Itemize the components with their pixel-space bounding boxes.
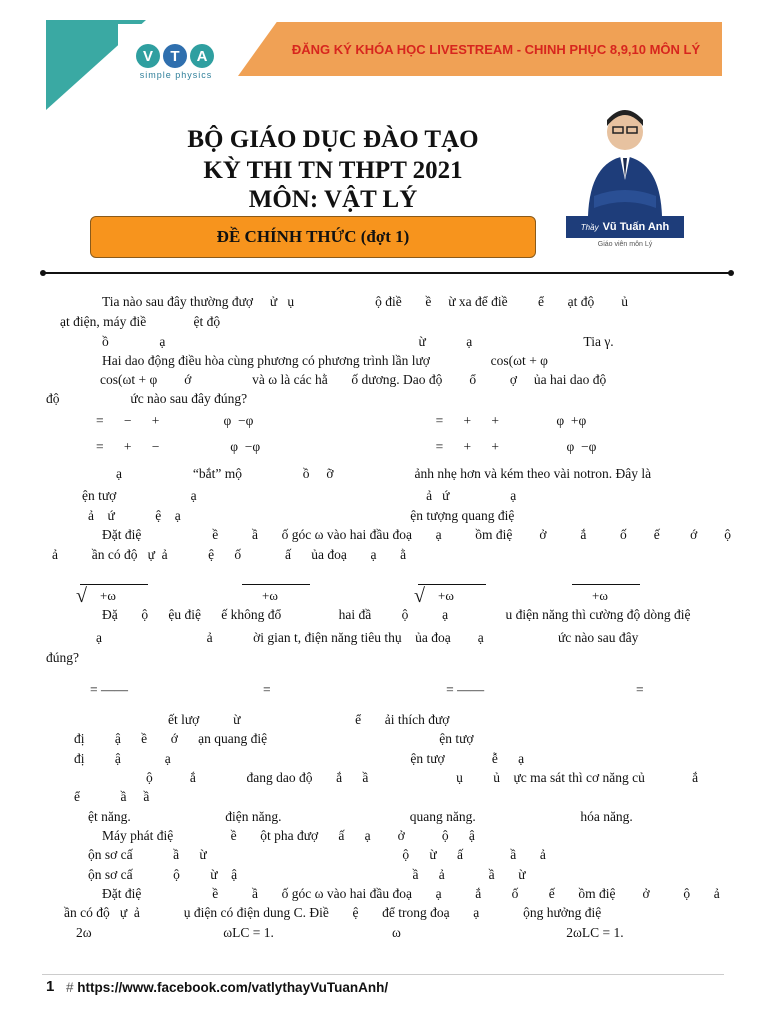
text-line: ần có độ ự ả ụ điện có điện dung C. Điề ệ để trong đoạ ạ ộng hưởng điệ: [64, 905, 602, 920]
teacher-subtitle: Giáo viên môn Lý: [566, 238, 684, 252]
text-line: Tia nào sau đây thường đượ ử ụ ộ điề ề ừ xa để điề ể ạt độ ủ: [102, 294, 628, 309]
text-line: ệt năng. điện năng. quang năng. hóa năng.: [88, 809, 633, 824]
sqrt-icon: √: [76, 585, 87, 607]
text-line: độ ức nào sau đây đúng?: [46, 391, 248, 406]
text-line: ộn sơ cấ ầ ừ ộ ừ ấ ầ ả: [88, 847, 546, 862]
text-line: ả ứ ệ ạ ện tượng quang điệ: [88, 508, 515, 523]
logo-subtitle: simple physics: [139, 70, 213, 80]
sqrt-icon: √: [414, 585, 425, 607]
logo-letter-v: V: [136, 44, 160, 68]
text-line: đị ậ ạ ện tượ ễ ạ: [74, 751, 525, 766]
page-number: 1: [46, 978, 55, 995]
text-line: 2ω ωLC = 1. ω 2ωLC = 1.: [76, 925, 624, 940]
facebook-url: https://www.facebook.com/vatlythayVuTuanAnh/: [77, 980, 389, 995]
fraction-bar: [242, 584, 310, 585]
subject-title: MÔN: VẬT LÝ: [248, 186, 418, 213]
text-line: ết lượ ừ ể ải thích đượ: [168, 712, 450, 727]
text-line: ả ần có độ ự ả ệ ố ấ ủa đoạ ạ ằ: [52, 547, 407, 562]
text-line: = —— = = —— =: [90, 682, 644, 697]
text-line: ạt điện, máy điề ệt độ: [60, 314, 221, 329]
text-line: = − + φ −φ = + + φ +φ: [96, 413, 587, 428]
fraction-denominator: +ω: [262, 588, 278, 603]
text-line: ện tượ ạ ả ứ ạ: [82, 488, 517, 503]
divider-dot-right: [728, 270, 734, 276]
text-line: ạ “bắt” mộ ồ ỡ ảnh nhẹ hơn và kém theo vài notron. Đây là: [116, 466, 652, 481]
text-line: Máy phát điệ ề ột pha đượ ấ ạ ở ộ ậ: [102, 828, 475, 843]
text-line: cos(ωt + φ ớ và ω là các hằ ố dương. Dao độ ổ ợ ủa hai dao độ: [100, 372, 607, 387]
header-divider: [42, 272, 732, 274]
fraction-bar: [80, 584, 148, 585]
text-line: ộn sơ cấ ộ ừ ậ ầ ả ầ ừ: [88, 867, 526, 882]
fraction-denominator: +ω: [592, 588, 608, 603]
text-line: Hai dao động điều hòa cùng phương có phương trình lần lượ cos(ωt + φ: [102, 353, 548, 368]
text-line: Đặt điệ ề ầ ố góc ω vào hai đầu đoạ ạ ồm điệ ở ắ ố ế ớ ộ: [102, 527, 732, 542]
official-exam-badge: ĐỀ CHÍNH THỨC (đợt 1): [90, 216, 536, 258]
vta-logo: [136, 44, 214, 68]
fraction-denominator: +ω: [100, 588, 116, 603]
fraction-bar: [572, 584, 640, 585]
text-line: = + − φ −φ = + + φ −φ: [96, 439, 597, 454]
text-line: đúng?: [46, 650, 79, 665]
fraction-denominator: +ω: [438, 588, 454, 603]
text-line: Đặ ộ ệu điệ ế không đổ hai đầ ộ ạ u điện năng thì cường độ dòng điệ: [102, 607, 691, 622]
divider-dot-left: [40, 270, 46, 276]
text-line: Đặt điệ ề ầ ố góc ω vào hai đầu đoạ ạ ắ ố ế ồm điệ ở ộ ả: [102, 886, 720, 901]
logo-letter-a: A: [190, 44, 214, 68]
text-line: ộ ắ đang dao độ ắ ầ ụ ủ ực ma sát thì cơ năng củ ắ: [146, 770, 699, 785]
facebook-link[interactable]: [66, 980, 388, 995]
text-line: ồ ạ ừ ạ Tia γ.: [102, 334, 614, 349]
exam-title: KỲ THI TN THPT 2021: [203, 157, 463, 184]
logo-letter-t: T: [163, 44, 187, 68]
banner-text: ĐĂNG KÝ KHÓA HỌC LIVESTREAM - CHINH PHỤC 8,9,10 MÔN LÝ: [291, 42, 701, 57]
hash-icon: #: [66, 980, 74, 995]
footer-divider: [42, 974, 724, 975]
text-line: ạ ả ời gian t, điện năng tiêu thụ ủa đoạ ạ ức nào sau đây: [96, 630, 639, 645]
ministry-title: BỘ GIÁO DỤC ĐÀO TẠO: [187, 126, 479, 153]
fraction-bar: [418, 584, 486, 585]
text-line: đị ậ ề ớ ạn quang điệ ện tượ: [74, 731, 474, 746]
teacher-name-tag: [566, 216, 684, 238]
teacher-name: Vũ Tuấn Anh: [602, 221, 670, 233]
teacher-prefix: Thầy: [580, 222, 599, 232]
text-line: ể ầ ầ: [74, 789, 150, 804]
